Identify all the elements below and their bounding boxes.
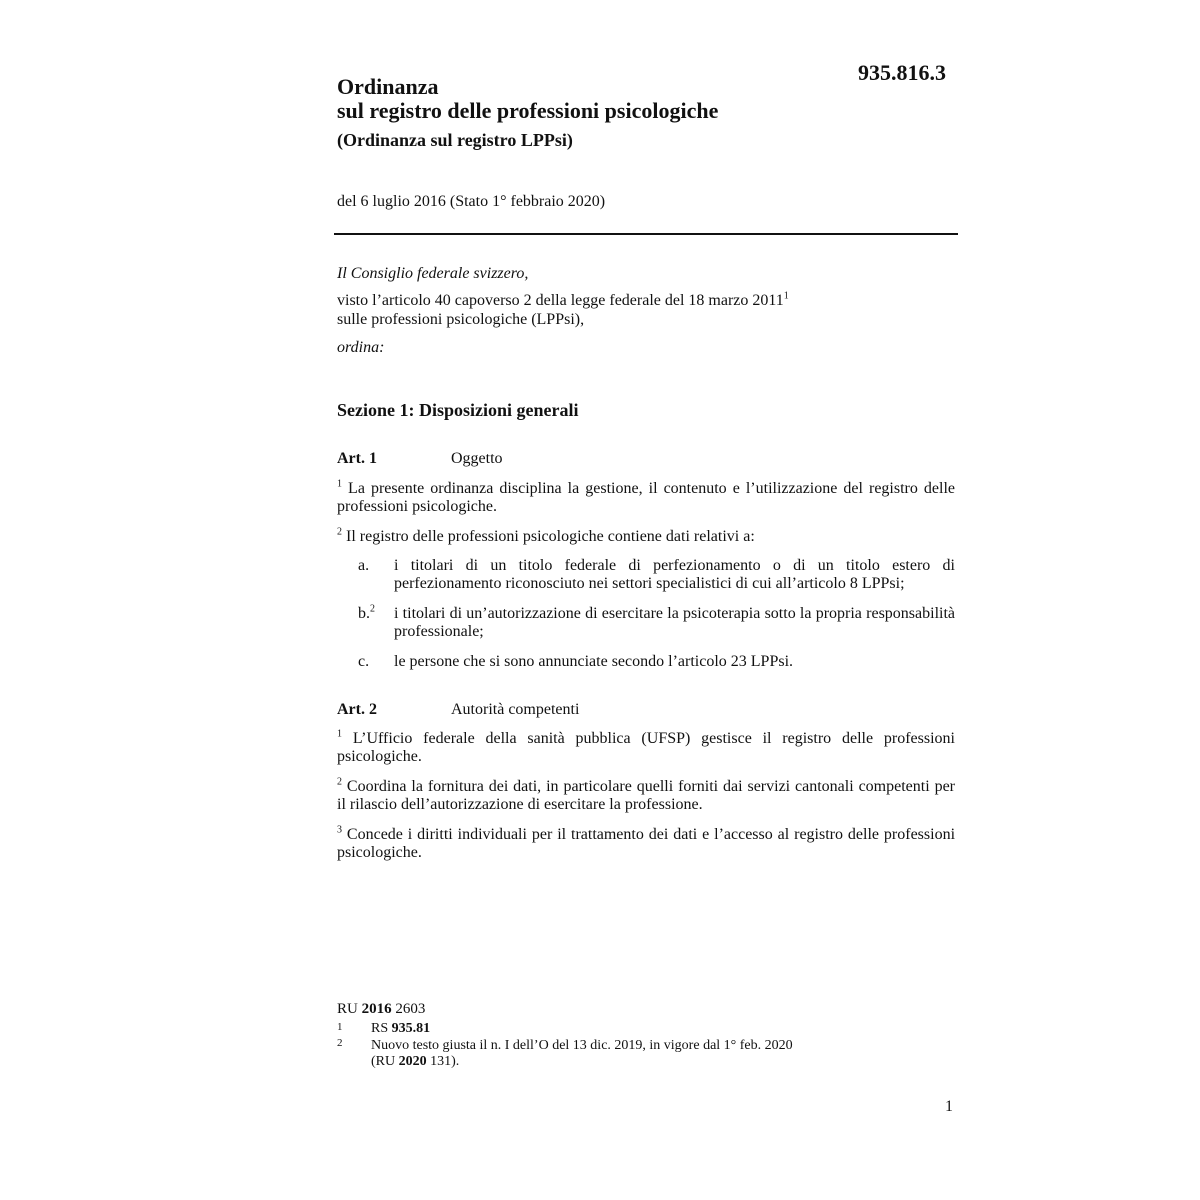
footnote-2-suffix: 131). bbox=[426, 1054, 460, 1069]
list-item-a: i titolari di un titolo federale di perfezionamento o di un titolo estero di perfezionamento riconosciuto nei settori specialistici di cui all’articolo 8 LPPsi; bbox=[394, 557, 955, 592]
list-marker-a: a. bbox=[358, 557, 370, 574]
title-line-1: Ordinanza bbox=[337, 74, 439, 99]
paragraph-number: 3 bbox=[337, 824, 342, 836]
art1-p1-text: La presente ordinanza disciplina la gestione, il contenuto e l’utilizzazione del registro delle professioni psicologiche. bbox=[337, 480, 955, 515]
art2-p2-text: Coordina la fornitura dei dati, in particolare quelli forniti dai servizi cantonali competenti per il rilascio dell’autorizzazione di esercitare la professione. bbox=[337, 778, 956, 813]
art2-p1-text: L’Ufficio federale della sanità pubblica (UFSP) gestisce il registro delle professioni psicologiche. bbox=[337, 730, 956, 765]
footnote-1-prefix: RS bbox=[371, 1021, 392, 1036]
paragraph-number: 2 bbox=[337, 776, 342, 788]
art2-title: Autorità competenti bbox=[451, 701, 580, 718]
footnote-2-prefix: (RU bbox=[371, 1054, 399, 1069]
paragraph-number: 1 bbox=[337, 478, 342, 490]
footnote-2-line-2 bbox=[371, 1055, 459, 1069]
page-number: 1 bbox=[945, 1098, 953, 1115]
paragraph-number: 2 bbox=[337, 526, 342, 538]
preamble-line-1-text: visto l’articolo 40 capoverso 2 della legge federale del 18 marzo 2011 bbox=[337, 292, 784, 309]
ru-prefix: RU bbox=[337, 1001, 362, 1017]
footnote-2-line-1: Nuovo testo giusta il n. I dell’O del 13 dic. 2019, in vigore dal 1° feb. 2020 bbox=[371, 1038, 793, 1053]
art2-p3-text: Concede i diritti individuali per il trattamento dei dati e l’accesso al registro delle professioni psicologiche. bbox=[337, 826, 956, 861]
footnote-ref-2[interactable]: 2 bbox=[370, 603, 375, 615]
footnote-2-year: 2020 bbox=[398, 1054, 427, 1069]
list-marker-b-text: b. bbox=[358, 605, 370, 622]
art1-p2-text: Il registro delle professioni psicologiche contiene dati relativi a: bbox=[346, 528, 755, 545]
preamble-ordina: ordina: bbox=[337, 339, 385, 356]
ru-reference bbox=[337, 1001, 425, 1018]
paragraph-number: 1 bbox=[337, 728, 342, 740]
preamble-authority: Il Consiglio federale svizzero, bbox=[337, 265, 529, 282]
footnote-1-text bbox=[371, 1022, 430, 1036]
art2-paragraph-2 bbox=[337, 778, 955, 814]
footnote-ref-1[interactable]: 1 bbox=[783, 290, 789, 302]
title-line-2: sul registro delle professioni psicologiche bbox=[337, 98, 719, 123]
footnote-1-number: 1 bbox=[337, 1021, 343, 1033]
preamble-line-2: sulle professioni psicologiche (LPPsi), bbox=[337, 311, 585, 328]
ru-year: 2016 bbox=[361, 1001, 392, 1017]
list-item-c: le persone che si sono annunciate secondo l’articolo 23 LPPsi. bbox=[394, 653, 794, 670]
preamble-line-1 bbox=[337, 292, 789, 310]
footnote-1-ref: 935.81 bbox=[391, 1021, 431, 1036]
art1-paragraph-1 bbox=[337, 480, 955, 516]
enactment-date: del 6 luglio 2016 (Stato 1° febbraio 2020) bbox=[337, 193, 606, 210]
art2-number: Art. 2 bbox=[337, 701, 377, 718]
header-divider bbox=[334, 233, 958, 235]
footnote-2-number: 2 bbox=[337, 1037, 343, 1049]
list-item-b: i titolari di un’autorizzazione di esercitare la psicoterapia sotto la propria responsabilità professionale; bbox=[394, 605, 955, 640]
art1-number: Art. 1 bbox=[337, 450, 377, 467]
art1-paragraph-2 bbox=[337, 528, 955, 546]
art2-paragraph-1 bbox=[337, 730, 955, 766]
art2-paragraph-3 bbox=[337, 826, 955, 862]
section-title: Sezione 1: Disposizioni generali bbox=[337, 400, 579, 420]
short-title: (Ordinanza sul registro LPPsi) bbox=[337, 130, 573, 150]
list-marker-b bbox=[358, 605, 375, 623]
ru-page: 2603 bbox=[391, 1001, 426, 1017]
list-marker-c: c. bbox=[358, 653, 370, 670]
art1-title: Oggetto bbox=[451, 450, 503, 467]
sr-number: 935.816.3 bbox=[858, 60, 946, 85]
